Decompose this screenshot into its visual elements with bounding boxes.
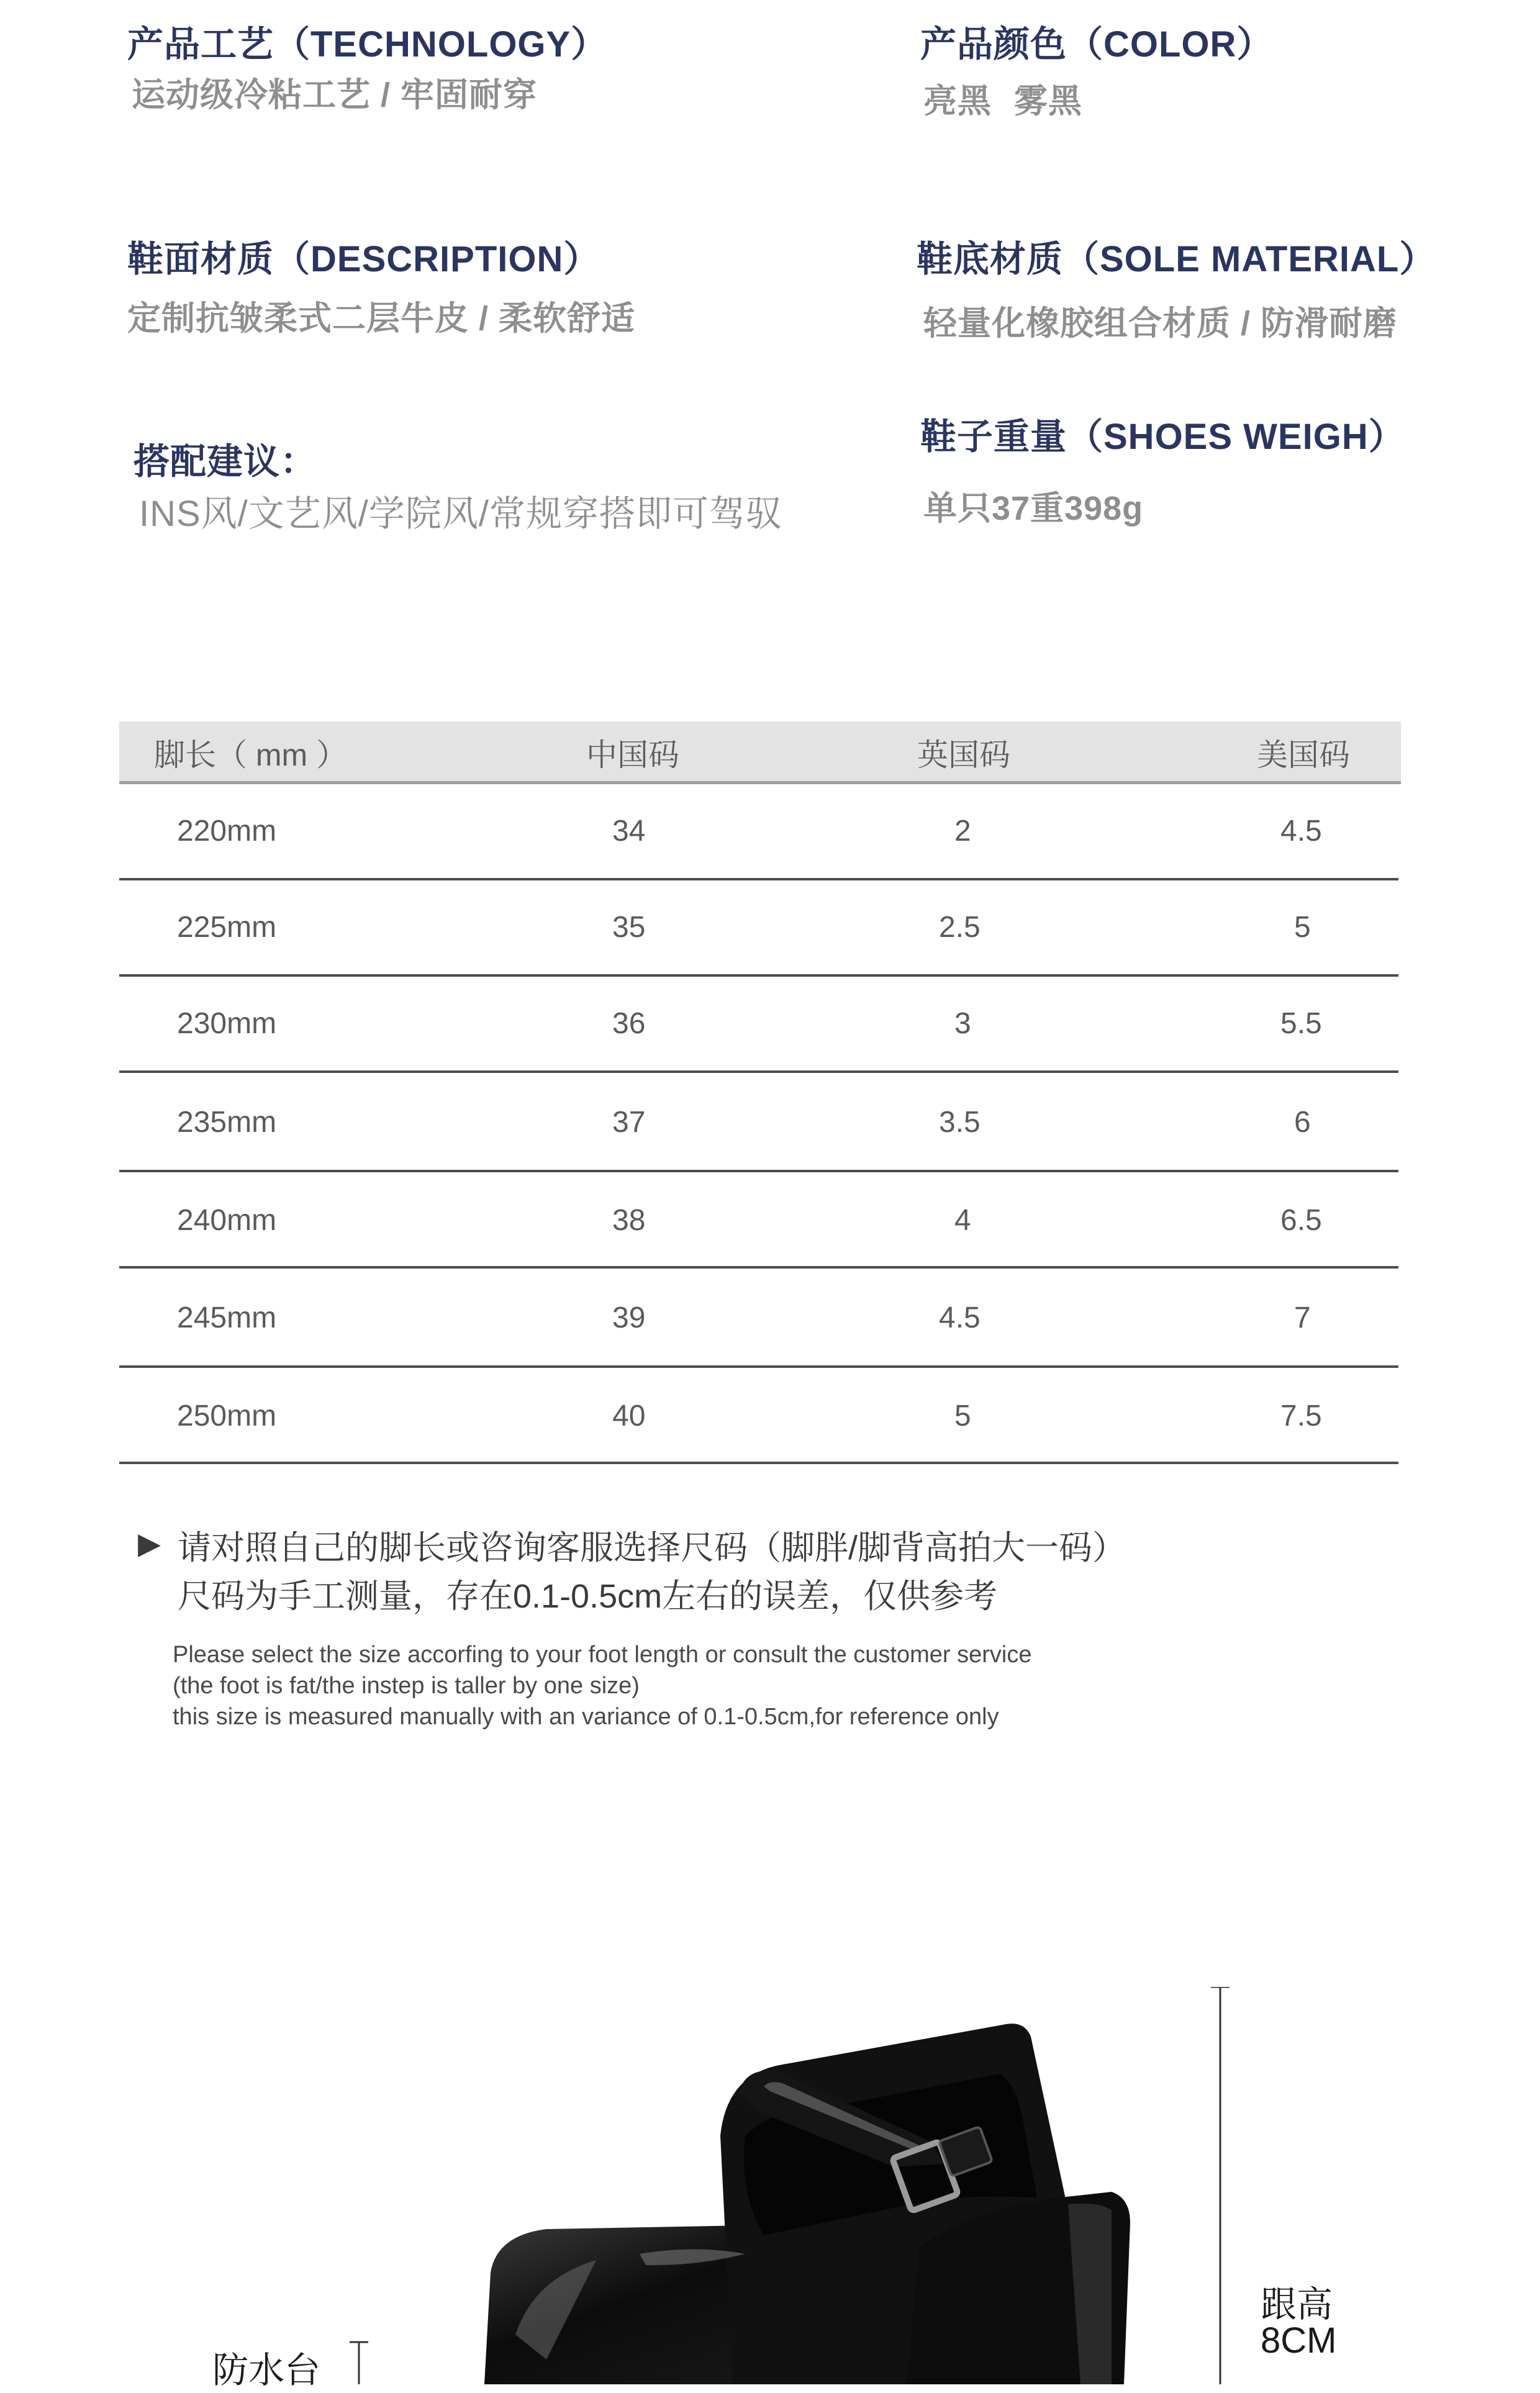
cell-uk-size: 4 xyxy=(954,1204,971,1237)
note-en-line2: (the foot is fat/the instep is taller by one size) xyxy=(173,1673,640,1699)
cell-uk-size: 4.5 xyxy=(939,1301,981,1334)
size-table-header xyxy=(119,722,1401,784)
play-arrow-icon: ▶ xyxy=(138,1527,161,1560)
cell-us-size: 7.5 xyxy=(1280,1400,1322,1432)
note-en-line1: Please select the size accorfing to your foot length or consult the customer service xyxy=(173,1642,1032,1668)
heel-height-value: 8CM xyxy=(1261,2320,1337,2361)
description-title: 鞋面材质（DESCRIPTION） xyxy=(127,239,600,279)
table-row xyxy=(119,1368,1398,1464)
cell-uk-size: 3 xyxy=(954,1007,971,1040)
sole-value: 轻量化橡胶组合材质 / 防滑耐磨 xyxy=(923,305,1398,342)
technology-title: 产品工艺（TECHNOLOGY） xyxy=(127,24,608,65)
table-row xyxy=(119,977,1398,1073)
header-us-size: 美国码 xyxy=(1257,738,1350,772)
cell-foot-length: 235mm xyxy=(177,1106,277,1139)
cell-us-size: 7 xyxy=(1294,1301,1311,1334)
matching-title: 搭配建议： xyxy=(134,441,317,482)
cell-us-size: 5 xyxy=(1294,911,1311,944)
cell-cn-size: 34 xyxy=(612,815,646,848)
note-cn-line1: 请对照自己的脚长或咨询客服选择尺码（脚胖/脚背高拍大一码） xyxy=(178,1529,1126,1567)
table-row xyxy=(119,1269,1398,1368)
sole-title: 鞋底材质（SOLE MATERIAL） xyxy=(917,239,1436,279)
cell-foot-length: 240mm xyxy=(177,1204,277,1237)
row-divider xyxy=(119,1462,1398,1464)
note-en-line3: this size is measured manually with an variance of 0.1-0.5cm,for reference only xyxy=(173,1704,999,1730)
table-row xyxy=(119,784,1398,880)
cell-uk-size: 3.5 xyxy=(939,1106,981,1139)
matching-value: INS风/文艺风/学院风/常规穿搭即可驾驭 xyxy=(139,494,783,534)
cell-uk-size: 5 xyxy=(954,1400,971,1432)
cell-us-size: 5.5 xyxy=(1280,1007,1322,1040)
weight-title: 鞋子重量（SHOES WEIGH） xyxy=(920,417,1405,457)
cell-foot-length: 220mm xyxy=(177,815,277,848)
weight-value: 单只37重398g xyxy=(923,490,1144,527)
table-row xyxy=(119,880,1398,977)
note-cn-line2: 尺码为手工测量，存在0.1-0.5cm左右的误差，仅供参考 xyxy=(178,1578,998,1615)
header-cn-size: 中国码 xyxy=(586,738,679,772)
table-row xyxy=(119,1172,1398,1269)
cell-cn-size: 37 xyxy=(612,1106,646,1139)
color-title: 产品颜色（COLOR） xyxy=(920,24,1274,65)
color-value: 亮黑 雾黑 xyxy=(923,83,1083,120)
cell-foot-length: 230mm xyxy=(177,1007,277,1040)
cell-foot-length: 225mm xyxy=(177,911,277,944)
cell-cn-size: 39 xyxy=(612,1301,646,1334)
technology-value: 运动级冷粘工艺 / 牢固耐穿 xyxy=(132,76,538,114)
table-row xyxy=(119,1073,1398,1172)
cell-cn-size: 38 xyxy=(612,1204,646,1237)
cell-uk-size: 2 xyxy=(954,815,971,848)
description-value: 定制抗皱柔式二层牛皮 / 柔软舒适 xyxy=(127,300,636,337)
cell-us-size: 4.5 xyxy=(1280,815,1322,848)
header-uk-size: 英国码 xyxy=(917,738,1010,772)
cell-foot-length: 250mm xyxy=(177,1400,277,1432)
platform-label: 防水台 xyxy=(212,2350,321,2391)
cell-cn-size: 40 xyxy=(612,1400,646,1432)
cell-cn-size: 35 xyxy=(612,911,646,944)
cell-uk-size: 2.5 xyxy=(939,911,981,944)
cell-cn-size: 36 xyxy=(612,1007,646,1040)
cell-us-size: 6.5 xyxy=(1280,1204,1322,1237)
heel-height-label: 跟高 xyxy=(1261,2284,1333,2325)
cell-foot-length: 245mm xyxy=(177,1301,277,1334)
cell-us-size: 6 xyxy=(1294,1106,1311,1139)
header-foot-length: 脚长（ mm ） xyxy=(154,738,348,772)
